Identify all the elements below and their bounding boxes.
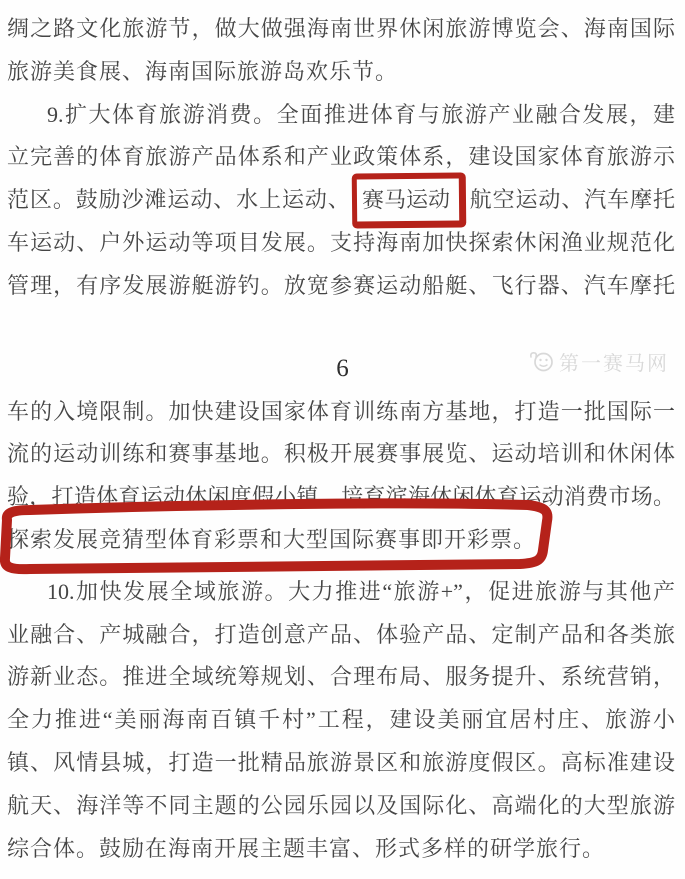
watermark: [528, 347, 669, 376]
page-number: 6: [336, 355, 349, 382]
text-line: [7, 265, 675, 308]
text-line: [7, 656, 675, 699]
text-segment: 绸之路文化旅游节，做大做强海南世界休闲旅游博览会、海南国际: [7, 16, 675, 41]
text-line: [7, 222, 675, 265]
text-line: [7, 136, 675, 179]
text-segment: 10.加快发展全域旅游。大力推进“旅游+”，促进旅游与其他产: [47, 578, 675, 604]
text-segment: 立完善的体育旅游产品体系和产业政策体系，建设国家体育旅游示: [7, 144, 675, 170]
document-text-body: [7, 8, 675, 870]
text-line: [7, 742, 675, 785]
text-segment: 范区。鼓励沙滩运动、水上运动、: [7, 187, 351, 213]
text-segment: 车的入境限制。加快建设国家体育训练南方基地，打造一批国际一: [7, 398, 675, 424]
text-segment: 流的运动训练和赛事基地。积极开展赛事展览、运动培训和休闲体: [7, 441, 675, 467]
text-segment: 管理，有序发展游艇游钓。放宽参赛运动船艇、飞行器、汽车摩托: [7, 272, 675, 298]
text-segment: 综合体。鼓励在海南开展主题丰富、形式多样的研学旅行。: [7, 835, 606, 861]
text-segment: 车运动、户外运动等项目发展。支持海南加快探索休闲渔业规范化: [7, 229, 675, 255]
text-line: [7, 476, 675, 519]
text-line: [7, 51, 675, 94]
text-line: [7, 785, 675, 828]
text-line: [7, 8, 675, 51]
text-segment: 全力推进“美丽海南百镇千村”工程，建设美丽宜居村庄、旅游小: [7, 707, 675, 733]
text-segment: 游新业态。推进全域统筹规划、合理布局、服务提升、系统营销，: [7, 664, 675, 690]
text-line: [7, 433, 675, 476]
text-segment: 旅游美食展、海南国际旅游岛欢乐节。: [7, 58, 399, 84]
text-segment: 探索发展竞猜型体育彩票和大型国际赛事即开彩票。: [7, 526, 537, 552]
text-segment: 业融合、产城融合，打造创意产品、体验产品、定制产品和各类旅: [7, 621, 675, 647]
text-segment: 9.扩大体育旅游消费。全面推进体育与旅游产业融合发展，建: [47, 101, 675, 127]
text-line: [7, 391, 675, 434]
text-line: [7, 614, 675, 657]
text-segment: 验，打造体育运动休闲度假小镇，培育滨海休闲体育运动消费市场。: [7, 484, 675, 510]
text-line: [7, 699, 675, 742]
text-line: [7, 571, 675, 614]
page-footer: [0, 345, 685, 393]
watermark-text: 第一赛马网: [559, 353, 669, 375]
text-line: [7, 179, 675, 222]
text-segment: 航空运动、汽车摩托: [468, 187, 675, 213]
horse-logo-icon: [528, 350, 555, 373]
text-line: [7, 519, 675, 562]
text-segment: 航天、海洋等不同主题的公园乐园以及国际化、高端化的大型旅游: [7, 792, 675, 818]
text-line: [7, 828, 675, 871]
text-segment: 镇、风情县城，打造一批精品旅游景区和旅游度假区。高标准建设: [7, 749, 675, 775]
highlight-box-horse-racing: 赛马运动: [351, 173, 466, 229]
text-line: [7, 94, 675, 137]
